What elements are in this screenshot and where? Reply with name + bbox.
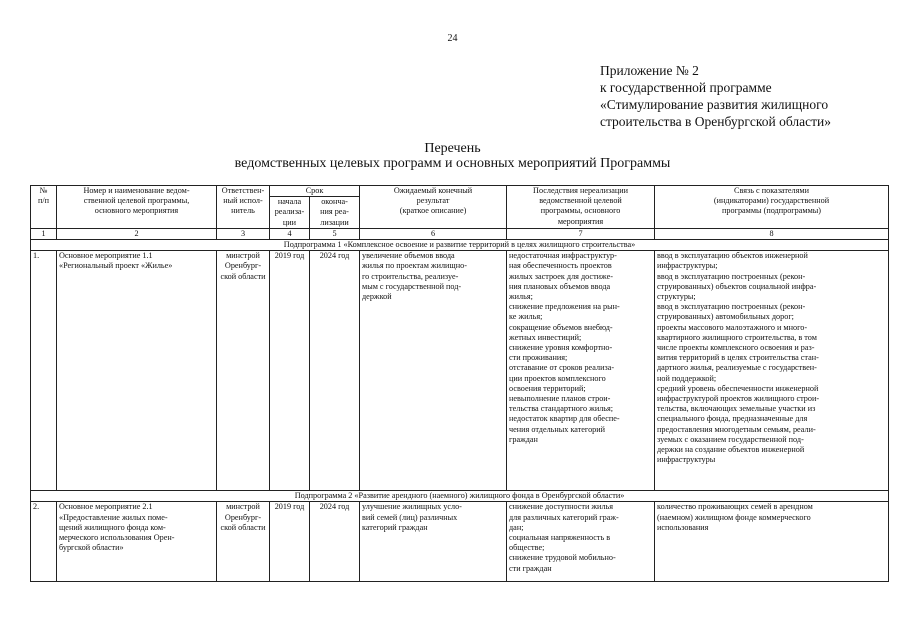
- cell-line: (наемном) жилищном фонде коммерческого: [657, 512, 811, 522]
- cell-line: щений жилищного фонда ком-: [59, 522, 166, 532]
- cell-line: недостаток квартир для обеспе-: [509, 414, 620, 424]
- row-start: 2019 год: [270, 251, 310, 491]
- header-line: реализа-: [274, 207, 305, 217]
- cell-line: ввод в эксплуатацию построенных (рекон-: [657, 302, 806, 312]
- cell-line: тельства, включающих земельные участки из: [657, 404, 816, 414]
- cell-line: сокращение объемов внебюд-: [509, 322, 613, 332]
- column-number: 5: [310, 228, 360, 239]
- cell-line: инфраструктуры: [657, 455, 716, 465]
- cell-line: ввод в эксплуатацию построенных (рекон-: [657, 271, 806, 281]
- cell-line: Основное мероприятие 2.1: [59, 502, 153, 512]
- header-consequences: [507, 186, 655, 229]
- header-line: Последствия нереализации: [533, 186, 628, 195]
- cell-line: недостаточная инфраструктур-: [509, 251, 617, 261]
- header-row: [31, 186, 889, 197]
- header-end: [310, 197, 360, 229]
- header-line: Связь с показателями: [734, 186, 809, 195]
- cell-line: «Предоставление жилых поме-: [59, 512, 168, 522]
- cell-line: использования: [657, 522, 709, 532]
- cell-line: чения отдельных категорий: [509, 424, 606, 434]
- cell-line: проекты массового малоэтажного и много-: [657, 322, 808, 332]
- page-number: 24: [447, 33, 458, 44]
- cell-line: сти граждан: [509, 563, 552, 573]
- cell-line: струированных) объектов социальной инфра-: [657, 281, 817, 291]
- header-line: нитель: [231, 206, 255, 216]
- header-line: мероприятия: [557, 216, 604, 226]
- cell-line: дан;: [509, 522, 524, 532]
- cell-line: числе проекты комплексного освоения и раз-: [657, 343, 815, 353]
- header-term: Срок: [270, 186, 360, 197]
- header-line: ный испол-: [223, 196, 263, 206]
- cell-line: ния плановых объемов ввода: [509, 281, 611, 291]
- cell-line: зуемых с оказанием государственной под-: [657, 434, 804, 444]
- cell-line: Оренбург-: [224, 261, 262, 271]
- cell-line: вий семей (лиц) различных: [362, 512, 458, 522]
- header-line: ния реа-: [320, 207, 349, 217]
- cell-line: снижение доступности жилья: [509, 502, 614, 512]
- column-number: 4: [270, 228, 310, 239]
- cell-line: количество проживающих семей в арендном: [657, 502, 813, 512]
- header-line: (краткое описание): [399, 206, 467, 216]
- header-line: результат: [416, 196, 450, 206]
- cell-line: категорий граждан: [362, 522, 428, 532]
- cell-line: ской области: [220, 271, 266, 281]
- cell-line: бургской области»: [59, 543, 124, 553]
- row-indicators: [655, 251, 889, 491]
- cell-line: социальная напряженность в: [509, 533, 611, 543]
- cell-line: ции проектов комплексного: [509, 373, 606, 383]
- header-line: программы, основного: [540, 206, 621, 216]
- header-line: Номер и наименование ведом-: [83, 186, 190, 195]
- document-title: Перечень: [424, 141, 481, 156]
- cell-line: средний уровень обеспеченности инженерной: [657, 383, 819, 393]
- appendix-line: строительства в Оренбургской области»: [600, 114, 831, 129]
- header-line: оконча-: [321, 197, 348, 207]
- cell-line: жилья;: [509, 292, 533, 302]
- subprogram-row: [31, 491, 889, 502]
- cell-line: обществе;: [509, 543, 545, 553]
- cell-line: жетных инвестиций;: [509, 332, 582, 342]
- column-number: 7: [507, 228, 655, 239]
- header-result: [360, 186, 507, 229]
- appendix-heading: [600, 62, 831, 130]
- row-indicators: [655, 502, 889, 582]
- cell-line: го строительства, реализуе-: [362, 271, 459, 281]
- table-row: [31, 502, 889, 582]
- cell-line: для различных категорий граж-: [509, 512, 619, 522]
- cell-line: структуры;: [657, 292, 696, 302]
- cell-line: держки на создание объектов инженерной: [657, 445, 805, 455]
- header-number: [31, 186, 57, 229]
- cell-line: минстрой: [226, 502, 260, 512]
- row-result: [360, 251, 507, 491]
- cell-line: жилых застроек для достиже-: [509, 271, 613, 281]
- header-line: лизации: [320, 217, 349, 227]
- header-line: ведомственной целевой: [539, 196, 622, 206]
- subprogram-2-title: Подпрограмма 2 «Развитие арендного (наемного) жилищного фонда в Оренбургской области»: [31, 491, 889, 502]
- header-start: [270, 197, 310, 229]
- cell-line: увеличение объемов ввода: [362, 251, 455, 261]
- cell-line: ке жилья;: [509, 312, 543, 322]
- cell-line: ввод в эксплуатацию объектов инженерной: [657, 251, 808, 261]
- cell-line: квартирного жилищного строительства, в том: [657, 332, 817, 342]
- cell-line: сти проживания;: [509, 353, 568, 363]
- appendix-line: к государственной программе: [600, 80, 772, 95]
- row-result: [360, 502, 507, 582]
- header-line: (индикаторами) государственной: [713, 196, 830, 206]
- row-consequences: [507, 251, 655, 491]
- cell-line: вития территорий в целях строительства стан-: [657, 353, 819, 363]
- header-line: основного мероприятия: [94, 206, 179, 216]
- cell-line: тельства стандартного жилья;: [509, 404, 614, 414]
- header-line: Ответствен-: [221, 186, 265, 195]
- row-consequences: [507, 502, 655, 582]
- row-name: [57, 502, 217, 582]
- cell-line: Оренбург-: [224, 512, 262, 522]
- header-line: программы (подпрограммы): [722, 206, 821, 216]
- appendix-line: «Стимулирование развития жилищного: [600, 97, 829, 112]
- cell-line: струированных) автомобильных дорог;: [657, 312, 794, 322]
- cell-line: улучшение жилищных усло-: [362, 502, 462, 512]
- cell-line: ная обеспеченность проектов: [509, 261, 612, 271]
- document-subtitle: ведомственных целевых программ и основных мероприятий Программы: [234, 156, 671, 171]
- cell-line: отставание от сроков реализа-: [509, 363, 615, 373]
- column-number: 1: [31, 228, 57, 239]
- cell-line: минстрой: [226, 251, 260, 261]
- header-name: [57, 186, 217, 229]
- cell-line: ной поддержкой;: [657, 373, 717, 383]
- cell-line: ской области: [220, 522, 266, 532]
- appendix-line: Приложение № 2: [600, 63, 699, 78]
- cell-line: инфраструктуры;: [657, 261, 718, 271]
- cell-line: держкой: [362, 292, 392, 302]
- header-line: начала: [277, 197, 302, 207]
- row-responsible: [217, 502, 270, 582]
- row-name: [57, 251, 217, 491]
- cell-line: освоения территорий;: [509, 383, 586, 393]
- row-number: 1.: [31, 251, 57, 491]
- column-number-row: [31, 228, 889, 239]
- row-end: 2024 год: [310, 502, 360, 582]
- cell-line: предоставления многодетным семьям, реали-: [657, 424, 816, 434]
- header-line: №: [39, 186, 48, 195]
- cell-line: мерческого использования Орен-: [59, 533, 175, 543]
- cell-line: снижение уровня комфортно-: [509, 343, 613, 353]
- cell-line: мым с государственной под-: [362, 281, 462, 291]
- row-start: 2019 год: [270, 502, 310, 582]
- table-row: [31, 251, 889, 491]
- header-line: ции: [282, 217, 297, 227]
- header-line: ственной целевой программы,: [83, 196, 190, 206]
- cell-line: жилья по проектам жилищно-: [362, 261, 467, 271]
- cell-line: Основное мероприятие 1.1: [59, 251, 153, 261]
- cell-line: снижение трудовой мобильно-: [509, 553, 616, 563]
- cell-line: инфраструктурой проектов жилищного строи-: [657, 394, 820, 404]
- column-number: 6: [360, 228, 507, 239]
- header-line: п/п: [37, 196, 50, 206]
- programs-table: [30, 185, 889, 582]
- cell-line: граждан: [509, 434, 538, 444]
- cell-line: «Региональный проект «Жилье»: [59, 261, 173, 271]
- column-number: 8: [655, 228, 889, 239]
- column-number: 2: [57, 228, 217, 239]
- cell-line: невыполнение планов строи-: [509, 394, 611, 404]
- cell-line: дартного жилья, реализуемые с государствен-: [657, 363, 817, 373]
- header-line: Ожидаемый конечный: [393, 186, 473, 195]
- cell-line: снижение предложения на рын-: [509, 302, 620, 312]
- row-number: 2.: [31, 502, 57, 582]
- row-end: 2024 год: [310, 251, 360, 491]
- row-responsible: [217, 251, 270, 491]
- header-indicators: [655, 186, 889, 229]
- header-responsible: [217, 186, 270, 229]
- subprogram-1-title: Подпрограмма 1 «Комплексное освоение и развитие территорий в целях жилищного строительства»: [31, 240, 889, 251]
- column-number: 3: [217, 228, 270, 239]
- cell-line: специального фонда, предназначенные для: [657, 414, 808, 424]
- subprogram-row: [31, 240, 889, 251]
